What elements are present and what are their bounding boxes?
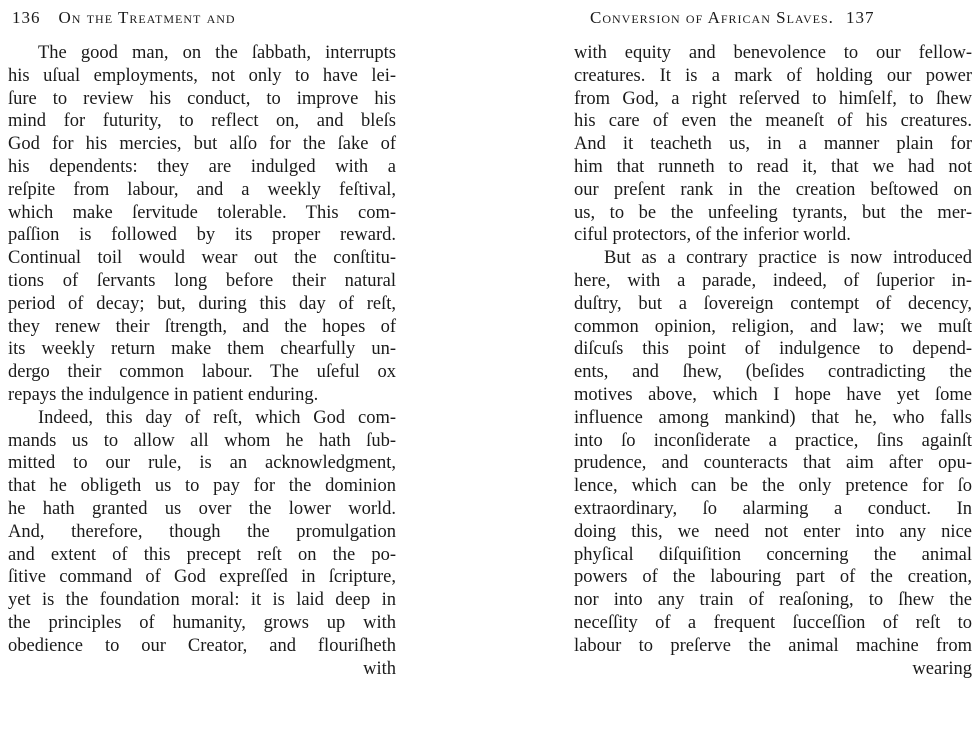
text-line: with equity and benevolence to our fellow-: [574, 43, 972, 63]
text-line: doing this, we need not enter into any nice: [574, 521, 972, 542]
text-line: ſure to review his conduct, to improve his: [8, 88, 396, 109]
text-line: phyſical diſquiſition concerning the animal: [574, 544, 972, 565]
text-line: Continual toil would wear out the conſtitu-: [8, 248, 396, 269]
text-line: nor into any train of reaſoning, to ſhew the: [574, 590, 972, 611]
text-line: they renew their ſtrength, and the hopes of: [8, 316, 396, 337]
text-line: from God, a right reſerved to himſelf, to ſhew: [574, 88, 972, 109]
text-line: mands us to allow all whom he hath ſub-: [8, 430, 396, 451]
text-line: God for his mercies, but alſo for the ſake of: [8, 134, 396, 155]
text-line: into ſo inconſiderate a practice, ſins againſt: [574, 430, 972, 451]
text-line: influence among mankind) that he, who falls: [574, 407, 972, 428]
text-line: ents, and ſhew, (beſides contradicting the: [574, 362, 972, 383]
text-line: But as a contrary practice is now introduced: [604, 248, 972, 269]
text-line: the principles of humanity, grows up with: [8, 612, 396, 633]
text-line: ciful protectors, of the inferior world.: [574, 225, 851, 246]
left-running-title: On the Treatment and: [58, 8, 236, 27]
text-line: its weekly return make them chearfully un-: [8, 339, 396, 360]
left-body-text: [8, 42, 396, 680]
left-page-number: 136: [12, 8, 41, 27]
text-line: extraordinary, ſo alarming a conduct. In: [574, 498, 972, 519]
text-line: powers of the labouring part of the creation,: [574, 567, 972, 588]
text-line: us, to be the unfeeling tyrants, but the mer-: [574, 202, 972, 223]
text-line: he hath granted us over the lower world.: [8, 498, 396, 519]
text-line: creatures. It is a mark of holding our power: [574, 65, 972, 86]
text-line: with: [363, 658, 396, 679]
text-line: which make ſervitude tolerable. This com-: [8, 202, 396, 223]
text-line: Indeed, this day of reſt, which God com-: [38, 407, 396, 428]
right-running-head: [590, 8, 874, 28]
text-line: prudence, and counteracts that aim after opu-: [574, 453, 972, 474]
text-line: tions of ſervants long before their natural: [8, 270, 396, 291]
text-line: obedience to our Creator, and flouriſheth: [8, 635, 396, 656]
text-line: And it teacheth us, in a manner plain for: [574, 134, 972, 155]
text-line: his dependents: they are indulged with a: [8, 156, 396, 177]
text-line: that he obligeth us to pay for the dominion: [8, 476, 396, 497]
text-line: motives above, which I hope have yet ſome: [574, 384, 972, 405]
text-line: and extent of this precept reſt on the po-: [8, 544, 396, 565]
text-line: neceſſity of a frequent ſucceſſion of reſt to: [574, 612, 972, 633]
text-line: his uſual employments, not only to have lei-: [8, 65, 396, 86]
text-line: our preſent rank in the creation beſtowed on: [574, 179, 972, 200]
text-line: here, with a parade, indeed, of ſuperior in-: [574, 270, 972, 291]
text-line: paſſion is followed by its proper reward.: [8, 225, 396, 246]
right-body-text: [574, 42, 972, 680]
text-line: labour to preſerve the animal machine from: [574, 635, 972, 656]
text-line: period of decay; but, during this day of reſt,: [8, 293, 396, 314]
text-line: duſtry, but a ſovereign contempt of decency,: [574, 293, 972, 314]
text-line: diſcuſs this point of indulgence to depend-: [574, 339, 972, 360]
text-line: ſitive command of God expreſſed in ſcripture,: [8, 567, 396, 588]
text-line: his care of even the meaneſt of his creatures.: [574, 111, 972, 132]
text-line: The good man, on the ſabbath, interrupts: [38, 43, 396, 63]
text-line: him that runneth to read it, that we had not: [574, 156, 972, 177]
left-running-head: [12, 8, 236, 28]
text-line: reſpite from labour, and a weekly feſtival,: [8, 179, 396, 200]
text-line: common opinion, religion, and law; we muſt: [574, 316, 972, 337]
text-line: repays the indulgence in patient enduring.: [8, 384, 319, 405]
text-line: mitted to our rule, is an acknowledgment,: [8, 453, 396, 474]
text-line: And, therefore, though the promulgation: [8, 521, 396, 542]
text-line: lence, which can be the only pretence for ſo: [574, 476, 972, 497]
right-running-title: Conversion of African Slaves.: [590, 8, 834, 27]
text-line: dergo their common labour. The uſeful ox: [8, 362, 396, 383]
right-page-number: 137: [845, 8, 875, 27]
text-line: yet is the foundation moral: it is laid deep in: [8, 590, 396, 611]
text-line: wearing: [912, 658, 972, 679]
text-line: mind for futurity, to reflect on, and bleſs: [8, 111, 396, 132]
